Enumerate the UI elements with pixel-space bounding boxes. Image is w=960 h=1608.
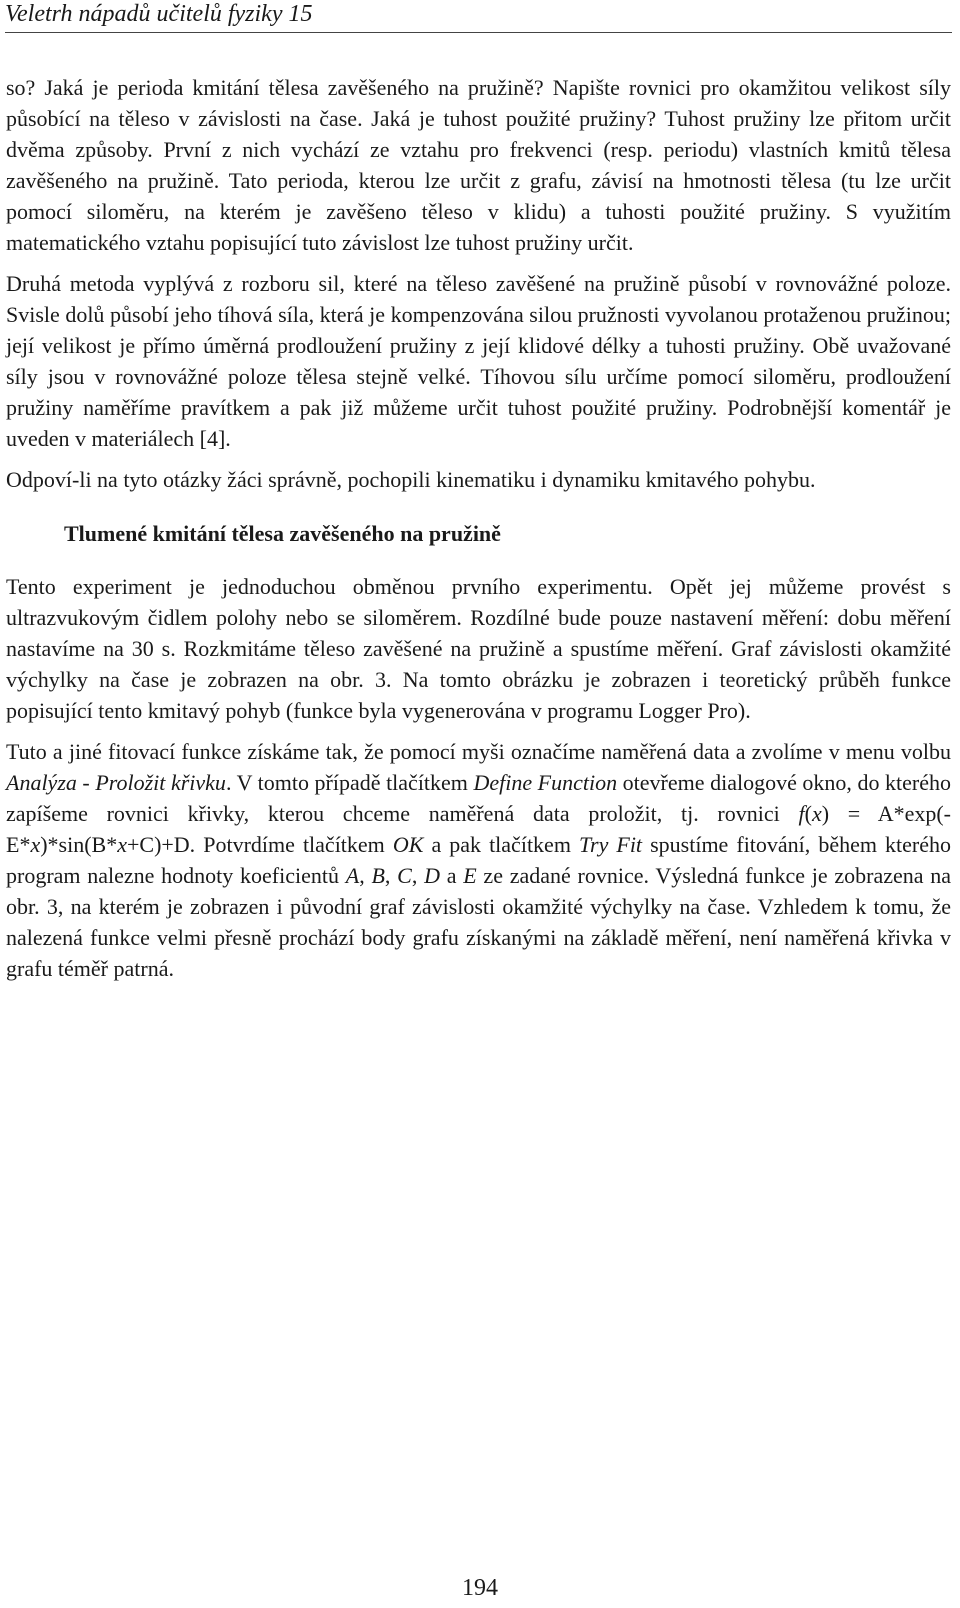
paragraph-fit-function: Tuto a jiné fitovací funkce získáme tak, že pomocí myši označíme naměřená data a zvolíme v menu volbu Analýza - Proložit křivku. V tomto případě tlačítkem Define Function otevřeme dialogové okno, do kterého zapíšeme rovnici křivky, kterou chceme naměřená data proložit, tj. rovnici f(x) = A*exp(-E*x)*sin(B*x+C)+D. Potvrdíme tlačítkem OK a pak tlačítkem Try Fit spustíme fitování, během kterého program nalezne hodnoty koeficientů A, B, C, D a E ze zadané rovnice. Výsledná funkce je zobrazena na obr. 3, na kterém je zobrazen i původní graf závislosti okamžité výchylky na čase. Vzhledem k tomu, že nalezená funkce velmi přesně prochází body grafu získanými na základě měření, není naměřená křivka v grafu téměř patrná. xyxy=(6,739,952,981)
define-function-label: Define Function xyxy=(473,770,618,795)
page-body xyxy=(6,72,951,994)
paragraph-second-method: Druhá metoda vyplývá z rozboru sil, které na těleso zavěšené na pružině působí v rovnovážné poloze. Svisle dolů působí jeho tíhová síla, která je kompenzována silou pružnosti vyvolanou protaženou pružinou; její velikost je přímo úměrná prodloužení pružiny z její klidové délky a tuhosti pružiny. Obě uvažované síly jsou v rovnovážné poloze tělesa stejně velké. Tíhovou sílu určíme pomocí siloměru, prodloužení pružiny naměříme pravítkem a pak již můžeme určit tuhost použité pružiny. Podrobnější komentář je uveden v materiálech [4]. xyxy=(6,271,951,451)
try-fit-label: Try Fit xyxy=(578,832,643,857)
paragraph-conclusion: Odpoví-li na tyto otázky žáci správně, pochopili kinematiku i dynamiku kmitavého pohybu. xyxy=(6,467,816,492)
paragraph-period-question: so? Jaká je perioda kmitání tělesa zavěšeného na pružině? Napište rovnici pro okamžitou velikost síly působící na těleso v závislosti na čase. Jaká je tuhost použité pružiny? Tuhost pružiny lze přitom určit dvěma způsoby. První z nich vychází ze vztahu pro frekvenci (resp. periodu) vlastních kmitů tělesa zavěšeného na pružině. Tato perioda, kterou lze určit z grafu, závisí na hmotnosti tělesa (tu lze určit pomocí siloměru, na kterém je zavěšeno těleso v klidu) a tuhosti použité pružiny. S využitím matematického vztahu popisující tuto závislost lze tuhost pružiny určit. xyxy=(6,75,951,255)
menu-path: Analýza - Proložit křivku xyxy=(6,770,226,795)
ok-button-label: OK xyxy=(392,832,424,857)
running-header xyxy=(5,0,952,33)
paragraph-damped-experiment: Tento experiment je jednoduchou obměnou prvního experimentu. Opět jej můžeme provést s ultrazvukovým čidlem polohy nebo se siloměrem. Rozdílné bude pouze nastavení měření: dobu měření nastavíme na 30 s. Rozkmitáme těleso zavěšené na pružině a spustíme měření. Graf závislosti okamžité výchylky na čase je zobrazen na obr. 3. Na tomto obrázku je zobrazen i teoretický průběh funkce popisující tento kmitavý pohyb (funkce byla vygenerována v programu Logger Pro). xyxy=(6,574,951,723)
running-header-title: Veletrh nápadů učitelů fyziky 15 xyxy=(5,1,313,27)
section-heading: Tlumené kmitání tělesa zavěšeného na pružině xyxy=(64,521,501,546)
page-number: 194 xyxy=(462,1575,498,1601)
